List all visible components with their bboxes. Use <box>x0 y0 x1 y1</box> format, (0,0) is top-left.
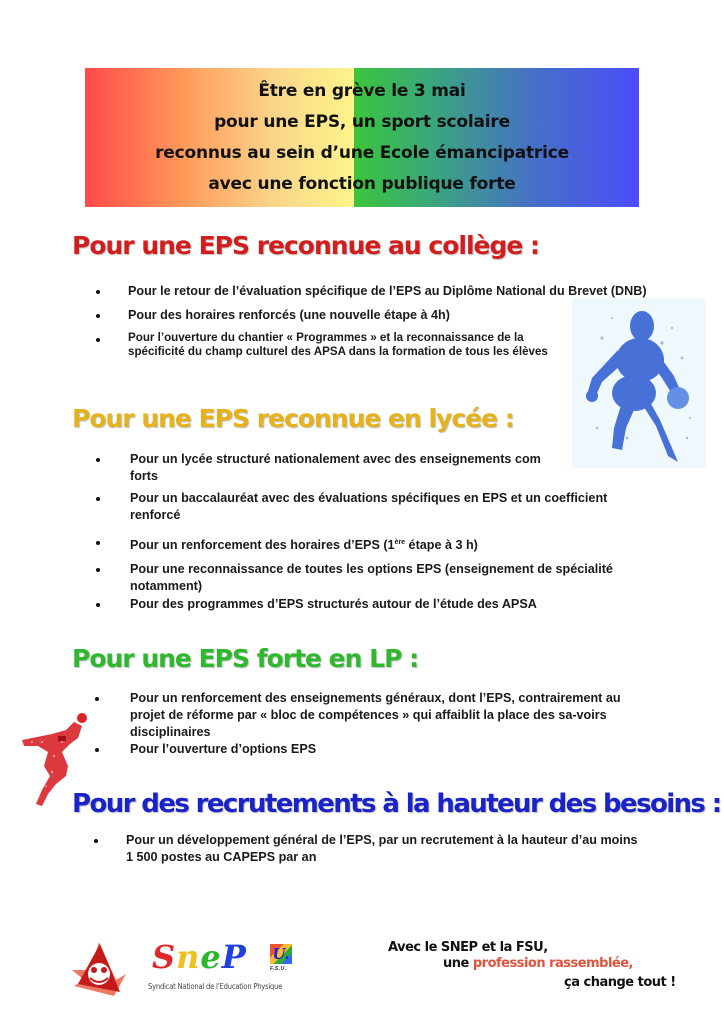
bullet-icon <box>96 314 100 318</box>
bullet-icon <box>94 839 98 843</box>
list-item <box>128 307 648 324</box>
banner-line-2: pour une EPS, un sport scolaire <box>214 111 510 132</box>
snep-subtitle: Syndicat National de l’Education Physique <box>148 982 283 991</box>
fsu-star-logo <box>70 940 128 998</box>
list-item <box>126 832 641 866</box>
fsu-small-label: F.S.U. <box>270 966 287 972</box>
list-item <box>130 741 645 758</box>
slogan-line-2 <box>443 956 633 971</box>
list-college <box>128 283 648 359</box>
banner-line-1: Être en grève le 3 mai <box>258 80 466 101</box>
bullet-icon <box>96 603 100 607</box>
bullet-icon <box>95 697 99 701</box>
item-text: Pour l’ouverture du chantier « Programmes » et la reconnaissance de la spécificité du champ culturel des APSA dans la formation de tous les élèves <box>128 331 548 358</box>
slogan-line-2-accent: profession rassemblée, <box>472 956 633 971</box>
heading-recrutement: Pour des recrutements à la hauteur des besoins : <box>72 789 721 819</box>
slogan-line-2-pre: une <box>443 956 473 971</box>
banner-line-4: avec une fonction publique forte <box>208 173 516 194</box>
bullet-icon <box>96 338 100 342</box>
title-banner <box>85 68 639 207</box>
list-lycee <box>130 451 650 613</box>
snep-letter-e: e <box>200 938 222 976</box>
bullet-icon <box>96 290 100 294</box>
list-recrutement <box>126 832 646 866</box>
slogan-line-1: Avec le SNEP et la FSU, <box>388 940 548 955</box>
snep-logo <box>148 938 320 1004</box>
item-text: Pour des programmes d’EPS structurés autour de l’étude des APSA <box>130 597 537 612</box>
item-text: Pour des horaires renforcés (une nouvelle étape à 4h) <box>128 308 450 322</box>
snep-wordmark <box>152 938 247 976</box>
item-text: Pour un développement général de l’EPS, par un recrutement à la hauteur d’au moins 1 500 postes au CAPEPS par an <box>126 833 638 864</box>
bullet-icon <box>95 748 99 752</box>
bullet-icon <box>96 497 100 501</box>
fsu-badge: U. <box>270 944 292 964</box>
superscript: ère <box>394 539 406 546</box>
item-text: Pour un renforcement des horaires d’EPS (1 <box>130 538 395 553</box>
list-item <box>128 283 648 300</box>
bullet-icon <box>96 458 100 462</box>
snep-letter-n: n <box>176 938 201 976</box>
item-text: Pour le retour de l’évaluation spécifique de l’EPS au Diplôme National du Brevet (DNB) <box>128 284 647 298</box>
basketball-player-illustration <box>572 298 706 468</box>
snep-letter-p: P <box>221 938 247 976</box>
item-text: Pour une reconnaissance de toutes les options EPS (enseignement de spécialité notamment) <box>130 562 613 594</box>
banner-line-3: reconnus au sein d’une Ecole émancipatrice <box>155 142 569 163</box>
list-item <box>130 561 650 595</box>
heading-college: Pour une EPS reconnue au collège : <box>72 231 540 260</box>
item-text: Pour un lycée structuré nationalement avec des enseignements com forts <box>130 452 541 483</box>
list-item <box>128 331 558 359</box>
item-text: Pour un renforcement des enseignements généraux, dont l’EPS, contrairement au projet de réforme par « bloc de compétences » qui affaiblit la place des sa-voirs disciplinaires <box>130 691 621 739</box>
bullet-icon <box>96 568 100 572</box>
list-item <box>130 451 570 485</box>
list-lp <box>130 690 645 758</box>
list-item <box>130 596 650 613</box>
item-text-tail: étape à 3 h) <box>405 538 478 553</box>
item-text: Pour un baccalauréat avec des évaluations spécifiques en EPS et un coefficient renforcé <box>130 491 608 522</box>
snep-letter-s: S <box>152 938 177 976</box>
item-text: Pour l’ouverture d’options EPS <box>130 742 317 756</box>
slogan <box>388 940 678 1000</box>
slogan-line-3: ça change tout ! <box>564 975 676 990</box>
heading-lp: Pour une EPS forte en LP : <box>72 644 419 673</box>
list-item <box>130 534 650 554</box>
list-item <box>130 490 650 524</box>
bullet-icon <box>96 541 100 545</box>
heading-lycee: Pour une EPS reconnue en lycée : <box>72 404 514 433</box>
list-item <box>130 690 645 741</box>
